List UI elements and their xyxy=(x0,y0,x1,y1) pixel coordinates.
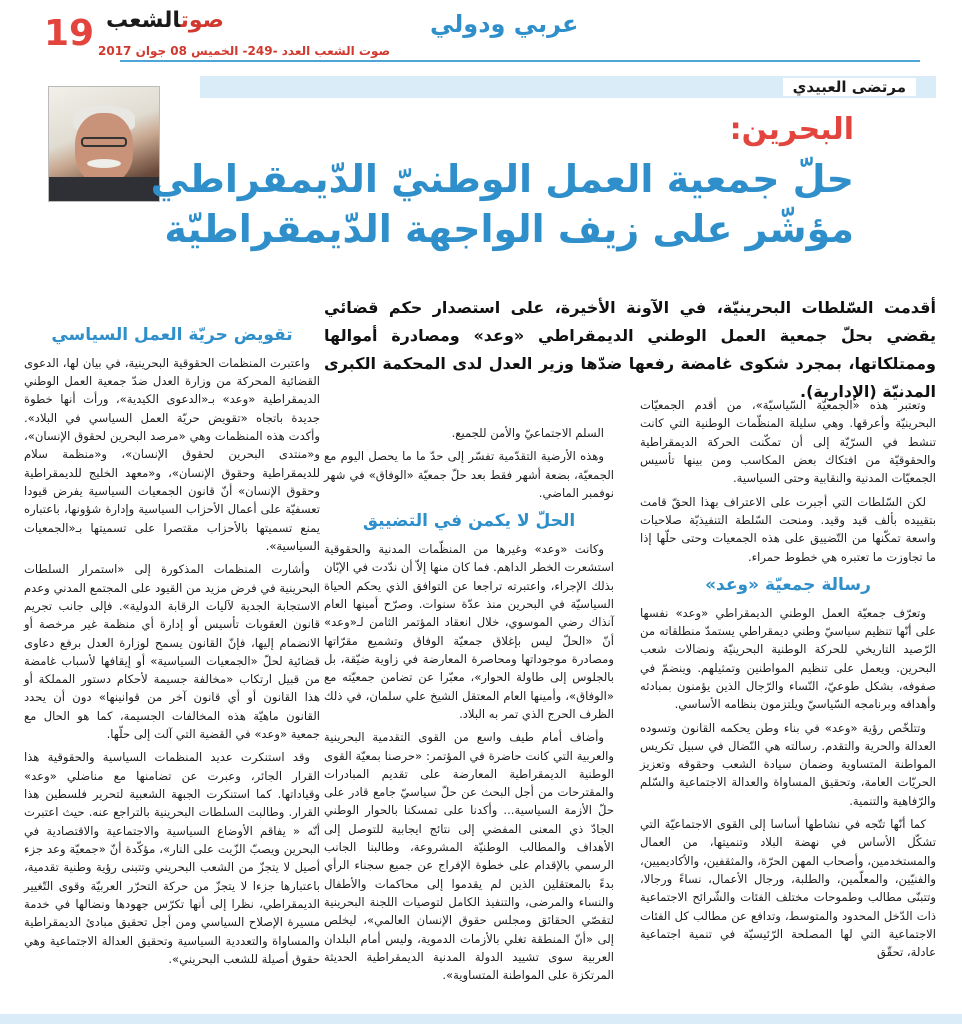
paragraph: لكن السّلطات التي أجبرت على الاعتراف بهذا الحقّ قامت بتقييده بألف قيد وقيد. ومنحت السّلطة التنفيذيّة صلاحيات واسعة تمكّنها من التّضييق على هذه الجمعيات وحتى حلّها إذا ما تجاوزت ما تعتبره هي خطوط حمراء. xyxy=(640,494,936,564)
column-left xyxy=(24,322,320,973)
paragraph: واعتبرت المنظمات الحقوقية البحرينية، في بيان لها، الدعوى القضائية المحركة من وزارة العدل ضدّ جمعية العمل الوطني الديمقراطية «وعد» بـ«الدعوى الكيدية»، ورأت أنها خطوة جديدة باتجاه «تقويض حريّة العمل السياسي في البلاد». وأكدت هذه المنظمات وهي «مرصد البحرين لحقوق الإنسان»، و«منتدى البحرين لحقوق الإنسان»، و«منظمة سلام للديمقراطية وحقوق الإنسان»، و«معهد الخليج للديمقراطية وحقوق الإنسان» أنّ قانون الجمعيات السياسية يفرض قيودا تعسفيّة على أعمال الأحزاب السياسية وإدارة شؤونها، باعتباره يمنع تسميتها بالأحزاب مقتصرا على تسميتها بـ«الجمعيات السياسية». xyxy=(24,355,320,553)
headline-kicker: البحرين: xyxy=(729,112,854,147)
newspaper-logo xyxy=(106,8,224,33)
photo-glasses xyxy=(81,137,127,147)
paragraph: وتعرّف جمعيّة العمل الوطني الديمقراطي «وعد» نفسها على أنّها تنظيم سياسيّ وطني ديمقراطي يستمدّ منطلقاته من الرّصيد التاريخي للحركة الوطنية البحرينيّة ونضالات شعب البحرين. ويعمل على تنظيم المواطنين وتمثيلهم. وينضمّ في صفوفه، بشكل طوعيّ، النّساء والرّجال الذين يؤمنون بمبادئه وأهدافه وبرنامجه السّياسيّ ويلتزمون بنظامه الأساسي. xyxy=(640,605,936,712)
paragraph: كما أنّها تتّجه في نشاطها أساسا إلى القوى الاجتماعيّة التي تشكّل الأساس في نهضة البلاد وتنميتها، من العمال والمستخدمين، وأصحاب المهن الحرّة، والمثقفين، والأكاديميين، والفنيّين، والمعلّمين، والطلبة، ورجال الأعمال، نساءً ورجالا، وتتبنّى مطالب وطموحات مختلف الفئات والشّرائح الاجتماعية ذات الدّخل المحدود والمتوسط، وتدافع عن مطالب كل الفئات الاجتماعية التي لها المصلحة الرّئيسيّة في تنمية اجتماعية عادلة، تحقّق xyxy=(640,817,936,960)
page-header xyxy=(0,0,962,68)
author-bar xyxy=(200,76,936,98)
headline-line1: حلّ جمعية العمل الوطنيّ الدّيمقراطي xyxy=(150,157,854,201)
column-right xyxy=(640,396,936,967)
paragraph: وأشارت المنظمات المذكورة إلى «استمرار السلطات البحرينية في فرض مزيد من القيود على المجتمع المدني وعدم الاستجابة الجدية لآليات الرقابة الدولية». فإلى جانب تجريم قانون العقوبات تأسيس أو إدارة أي منظمة غير مرخصة أو الانضمام إليها، فإنّ القانون يسمح لوزارة العدل برفع دعاوى قضائية لحلّ «الجمعيات السياسية» أو إيقافها لأسباب غامضة من قبيل ارتكاب «مخالفة جسيمة لأحكام دستور المملكة أو هذا القانون أو أي قانون آخر من قوانينها» دون أن يحدد القانون ماهيّة هذه المخالفات الجسيمة، كما هو الحال مع جمعية «وعد» في القضية التي آلت إلى حلّها. xyxy=(24,562,320,742)
author-name: مرتضى العبيدي xyxy=(783,78,916,96)
paragraph: السلم الاجتماعيّ والأمن للجميع. xyxy=(451,426,604,440)
page-number: 19 xyxy=(44,13,95,54)
section-title: عربي ودولي xyxy=(430,10,579,38)
issue-line: صوت الشعب العدد -249- الخميس 08 جوان 2017 xyxy=(98,44,391,58)
headline-line2: مؤشّر على زيف الواجهة الدّيمقراطيّة xyxy=(164,207,854,251)
subheading-political-freedom: تقويض حريّة العمل السياسي xyxy=(51,325,293,345)
subheading-solution: الحلّ لا يكمن في التضييق xyxy=(362,511,576,532)
paragraph: وتتلخّص رؤية «وعد» في بناء وطن يحكمه القانون وتسوده العدالة والحرية والتقدم. رسالته هي النّضال في سبيل تكريس المواطنة المتساوية وضمان سيادة الشعب وحقوقه وتعزيز الحريّات العامة، وتحقيق المساواة والعدالة الاجتماعية والسّلم والرّفاهية والتنمية. xyxy=(640,720,936,808)
photo-mustache xyxy=(87,159,121,168)
paragraph: وكانت «وعد» وغيرها من المنظّمات المدنية والحقوقية استشعرت الخطر الداهم. فما كان منها إلاّ أن ندّدت في الإبّان بذلك الإجراء، واعتبرته تراجعا عن التوافق الذي يحكم الحياة السياسيّة في البحرين منذ عدّة سنوات. وصرّح أمينها العام آنذاك رضي الموسوي، خلال انعقاد المؤتمر الثامن لـ«وعد» أنّ «الحلّ ليس بإغلاق جمعيّة الوفاق وتشميع مقرّاتها ومصادرة موجوداتها ومحاصرة المعارضة في زاوية ضيّقة، بل بالجلوس إلى طاولة الحوار»، معبّرا عن تضامن جمعيّته مع «الوفاق»، وأمينها العام المعتقل الشيخ علي سلمان، في ذلك الظرف الحرج الذي تمر به البلاد. xyxy=(324,542,614,721)
bottom-divider xyxy=(0,1014,962,1024)
logo-part2: الشعب xyxy=(106,8,181,33)
article-lead: أقدمت السّلطات البحرينيّة، في الآونة الأخيرة، على استصدار حكم قضائي يقضي بحلّ جمعية العمل الوطني الديمقراطي «وعد» ومصادرة أموالها وممتلكاتها، بمجرد شكوى غامضة رفعها ضدّها وزير العدل لدى المحكمة الكبرى المدنيّة (الإدارية). xyxy=(324,298,936,401)
photo-face xyxy=(75,113,133,183)
paragraph: وقد استنكرت عديد المنظمات السياسية والحقوقية هذا القرار الجائر، وعبرت عن تضامنها مع مناضلي «وعد» وقياداتها. كما استنكرت الجبهة الشعبية لتحرير فلسطين هذا القرار. وطالبت السلطات البحرينية بالتراجع عنه. حيث اعتبرت أنّه « يفاقم الأوضاع السياسية والاجتماعية والاقتصادية في البحرين ويصبّ الزّيت على النار»، مؤكّدة أنّ «جمعيّة وعد جزء أصيل لا يتجزّ من الشعب البحريني وتتبنى رؤية وطنية تقدمية، باعتبارها جزءا لا يتجزّ من حركة التحرّر العربيّة وقوى التّغيير الديمقراطي، نظرا إلى أنها تكرّس جهودها ونضالها في خدمة مسيرة الإصلاح السياسي ومن أجل تحقيق مبادئ الديمقراطية والمساواة والتعددية السياسية وتحقيق العدالة الاجتماعية وهي حقوق أصيلة للشعب البحريني». xyxy=(24,750,320,966)
paragraph: وأضاف أمام طيف واسع من القوى التقدمية البحرينية والعربية التي كانت حاضرة في المؤتمر: «حرصنا بمعيّة القوى الوطنية الديمقراطية المعارضة على تقديم المبادرات والمقترحات من أجل البحث عن حلّ سياسيّ جامع قادر على حلّ الأزمة السياسية... وأكدنا على تمسكنا بالحوار الوطني الجادّ ذي المعنى المفضي إلى نتائج ايجابية للتوصل إلى الأهداف والمطالب الوطنيّة المشروعة، وطالبنا الجانب الرسمي بالإقدام على خطوة الإفراج عن جميع سجناء الرأي بدءً بالمعتقلين الذين لم يقدموا إلى محاكمات والأطفال والنساء والمرضى، والتنفيذ الكامل لتوصيات اللجنة البحرينية لتقصّي الحقائق ومجلس حقوق الإنسان العالمي»، ليخلص إلى «أنّ المنطقة تغلي بالأزمات الدموية، وليس أمام البلدان العربية سوى تشييد الدولة المدنية الديمقراطية الحديثة المرتكزة على المواطنة المتساوية». xyxy=(324,730,614,983)
column-middle xyxy=(324,424,614,990)
logo-part1: صوت xyxy=(180,8,224,33)
paragraph: وهذه الأرضية التقدّمية تفسّر إلى حدّ ما ما يحصل اليوم مع الجمعيّة، بضعة أشهر فقط بعد حلّ جمعيّة «الوفاق» في شهر نوفمبر الماضي. xyxy=(324,449,614,500)
paragraph: وتعتبر هذه «الجمعيّة السّياسيّة»، من أقدم الجمعيّات البحرينيّة وأعرقها. وهي سليلة المنظّمات الوطنية التي كانت تنشط في السرّيّة إلى أن تمكّنت الحركة الديمقراطية والحقوقيّة من افتكاك بعض المكاسب ومن بينها تأسيس الجمعيّات المدنية والنقابية وحتى السياسية. xyxy=(640,398,936,486)
subheading-waad-mission: رسالة جمعيّة «وعد» xyxy=(705,574,871,595)
section-divider xyxy=(120,60,920,62)
